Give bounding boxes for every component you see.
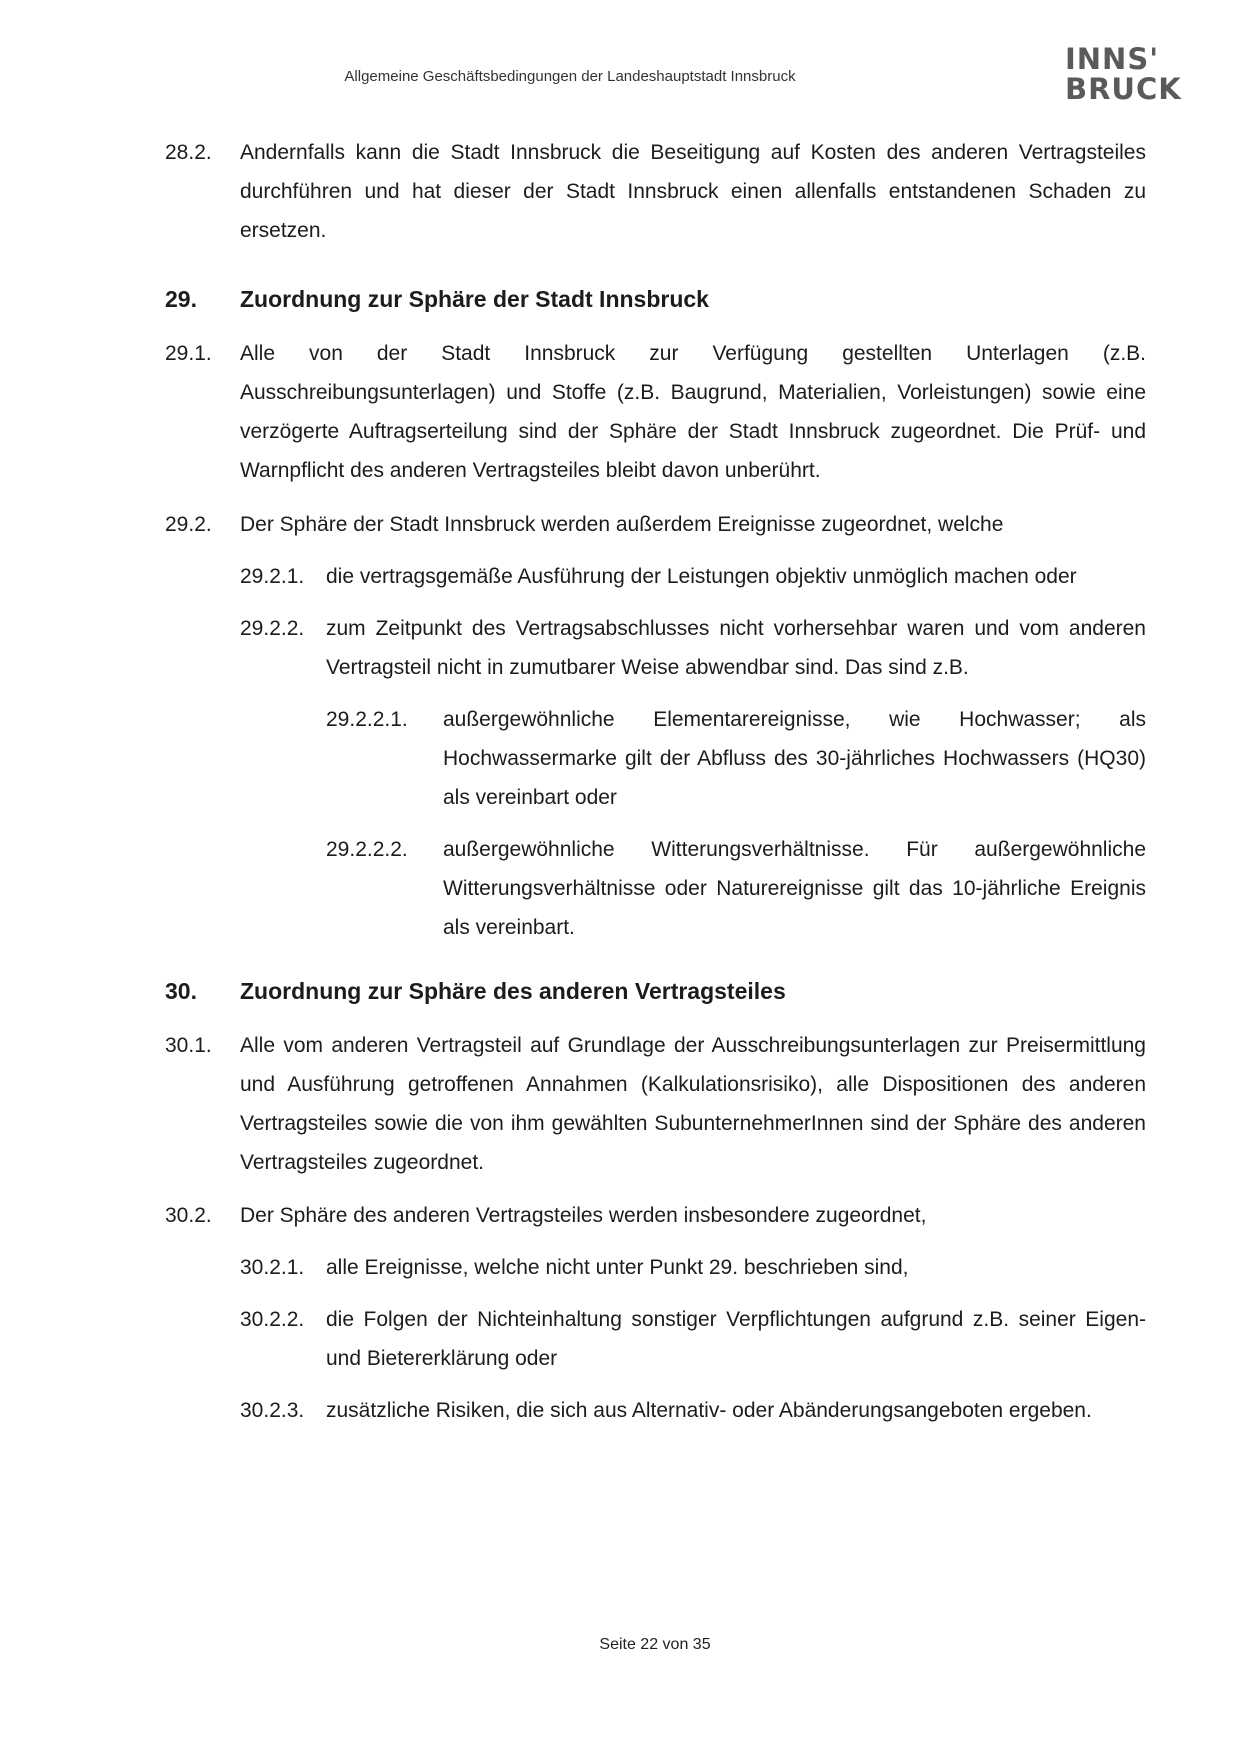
logo-line-2: BRUCK [1065,72,1182,106]
section-number: 29.2.2.2. [326,838,408,861]
section-heading-number: 29. [165,286,197,312]
page-number: Seite 22 von 35 [599,1636,711,1653]
section-number: 29.2. [165,513,212,536]
innsbruck-logo [1065,42,1182,106]
section-number: 30.1. [165,1034,212,1057]
section-text: Alle vom anderen Vertragsteil auf Grundlage der Ausschreibungsunterlagen zur Preisermittlung und Ausführung getroffenen Annahmen (Kalkulationsrisiko), alle Dispositionen des anderen Vertragsteiles sowie die von ihm gewählten SubunternehmerInnen sind der Sphäre des anderen Vertragsteiles zugeordnet. [240,1034,1146,1174]
section-number: 30.2. [165,1204,212,1227]
section-text: außergewöhnliche Witterungsverhältnisse. Für außergewöhnliche Witterungsverhältnisse oder Naturereignisse gilt das 10-jährliche Ereignis als vereinbart. [443,838,1146,939]
section-heading-title: Zuordnung zur Sphäre der Stadt Innsbruck [240,286,709,312]
section-text: außergewöhnliche Elementarereignisse, wie Hochwasser; als Hochwassermarke gilt der Abfluss des 30-jährliches Hochwassers (HQ30) als vereinbart oder [443,708,1146,809]
section-number: 29.2.1. [240,565,305,588]
section-text: die Folgen der Nichteinhaltung sonstiger Verpflichtungen aufgrund z.B. seiner Eigen- und Bietererklärung oder [326,1308,1146,1370]
section-text: Alle von der Stadt Innsbruck zur Verfügung gestellten Unterlagen (z.B. Ausschreibungsunterlagen) und Stoffe (z.B. Baugrund, Materialien, Vorleistungen) sowie eine verzögerte Auftragserteilung sind der Sphäre der Stadt Innsbruck zugeordnet. Die Prüf- und Warnpflicht des anderen Vertragsteiles bleibt davon unberührt. [240,342,1146,482]
section-heading-title: Zuordnung zur Sphäre des anderen Vertragsteiles [240,978,786,1004]
section-heading-number: 30. [165,978,197,1004]
section-number: 30.2.1. [240,1256,305,1279]
section-text: Andernfalls kann die Stadt Innsbruck die Beseitigung auf Kosten des anderen Vertragsteiles durchführen und hat dieser der Stadt Innsbruck einen allenfalls entstandenen Schaden zu ersetzen. [240,141,1146,242]
section-number: 28.2. [165,141,212,164]
section-text: zusätzliche Risiken, die sich aus Alternativ- oder Abänderungsangeboten ergeben. [326,1399,1092,1422]
section-number: 30.2.2. [240,1308,305,1331]
section-number: 29.2.2. [240,617,305,640]
section-text: alle Ereignisse, welche nicht unter Punkt 29. beschrieben sind, [326,1256,909,1279]
document-header-title: Allgemeine Geschäftsbedingungen der Landeshauptstadt Innsbruck [344,68,796,85]
section-text: zum Zeitpunkt des Vertragsabschlusses nicht vorhersehbar waren und vom anderen Vertragsteil nicht in zumutbarer Weise abwendbar sind. Das sind z.B. [326,617,1146,679]
section-text: Der Sphäre des anderen Vertragsteiles werden insbesondere zugeordnet, [240,1204,927,1227]
section-text: die vertragsgemäße Ausführung der Leistungen objektiv unmöglich machen oder [326,565,1077,588]
section-number: 29.2.2.1. [326,708,408,731]
section-number: 30.2.3. [240,1399,305,1422]
section-text: Der Sphäre der Stadt Innsbruck werden außerdem Ereignisse zugeordnet, welche [240,513,1004,536]
section-number: 29.1. [165,342,212,365]
logo-line-1: INNS' [1065,42,1160,76]
